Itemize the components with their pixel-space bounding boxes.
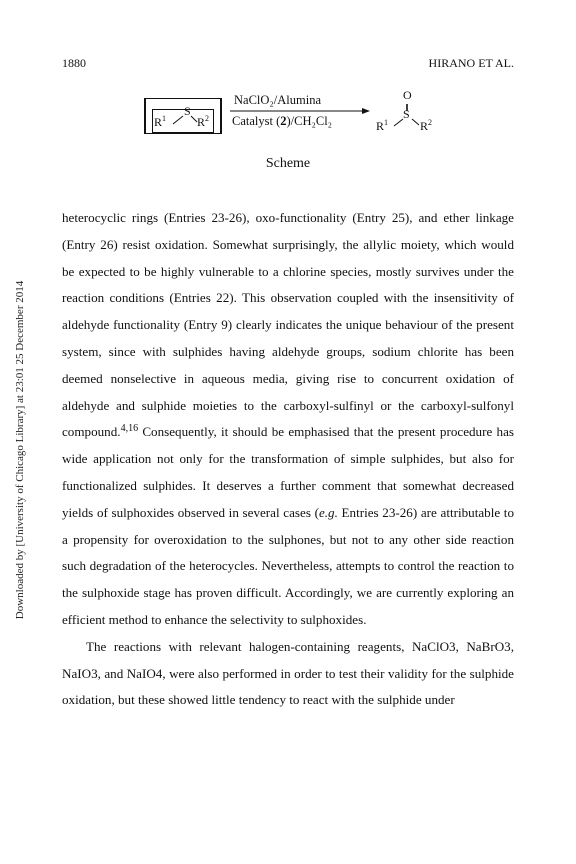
download-watermark-text: Downloaded by [University of Chicago Library] at 23:01 25 December 2014 bbox=[14, 280, 26, 620]
page-number: 1880 bbox=[62, 56, 86, 70]
reagent-bottom: Catalyst (2)/CH₂Cl₂ bbox=[232, 114, 333, 128]
reaction-scheme bbox=[140, 90, 460, 150]
body-text bbox=[62, 205, 514, 714]
product-oxygen: O bbox=[403, 88, 412, 102]
paragraph-2: The reactions with relevant halogen-containing reagents, NaClO3, NaBrO3, NaIO3, and NaIO4, were also performed in order to test their validity for the sulphide oxidation, but these showed little tendency to react with the sulphide under bbox=[62, 638, 514, 708]
running-head: HIRANO ET AL. bbox=[428, 56, 514, 70]
citation: 4,16 bbox=[120, 423, 139, 435]
scheme-caption: Scheme bbox=[265, 156, 311, 171]
reagent-top: NaClO₂/Alumina bbox=[234, 93, 321, 107]
paragraph-1: heterocyclic rings (Entries 23-26), oxo-functionality (Entry 25), and ether linkage (Entry 26) resist oxidation. Somewhat surprisingly, the allylic moiety, which would be expected to be highly vulnerable to a chlorine species, mostly survives under the reaction conditions (Entries 22). This observation coupled with the insensitivity of aldehyde functionality (Entry 9) clearly indicates the unique behaviour of the present system, since with sulphides having aldehyde groups, sodium chlorite has been deemed nonselective in aqueous media, giving rise to concurrent oxidation of aldehyde and sulphide moieties to the carboxyl-sulfinyl or the carboxyl-sulfonyl compound.$^{4,16}$ Consequently, it should be emphasised that the present procedure has wide application not only for the transformation of simple sulphides, but also for functionalized sulphides. It deserves a further comment that somewhat decreased yields of sulphoxides observed in several cases (e.g. Entries 23-26) are attributable to a propensity for overoxidation to the sulphones, but not to any other side reaction such degradation of the heterocycles. Nevertheless, attempts to control the reaction to the sulphoxide stage has proven difficult. Accordingly, we are currently exploring an efficient method to enhance the selectivity to sulphoxides. bbox=[62, 210, 514, 627]
reactant-r2: $R^2$ bbox=[197, 114, 210, 129]
reactant-sulfur: S bbox=[184, 104, 191, 118]
product-r2: $R^2$ bbox=[420, 118, 433, 133]
product-sulfur: S bbox=[403, 107, 410, 121]
reactant-r1: $R^1$ bbox=[154, 114, 167, 129]
product-r1: $R^1$ bbox=[376, 118, 389, 133]
